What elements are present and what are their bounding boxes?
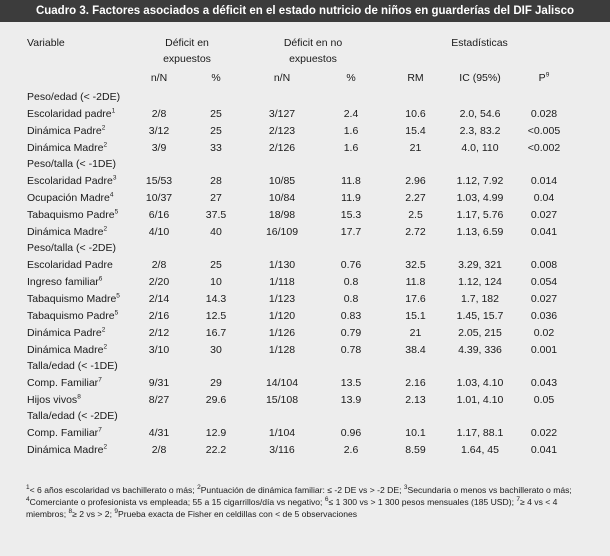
footnotes: $^1$< 6 años escolaridad vs bachillerato o más; $^2$Puntuación de dinámica familiar: ≤ -2 DE vs > -2 DE; $^3$Secundaria o menos vs bachillerato o más; $^4$Comerciante o profesionista vs empleada; 55 a 15 cigarrillos/día vs negativo; $^6$≤ 1 300 vs > 1 300 pesos mensuales (185 USD); $^7$≥ 4 vs < 4 miembros; $^8$≥ 2 vs > 2; $^9$Prueba exacta de Fisher en celdillas con < de 5 observaciones (26, 484, 572, 519)
cell-pct2: 2.6 (343, 443, 359, 456)
cell-variable: Tabaquismo Madre$^5$ (27, 292, 120, 305)
table-row (0, 374, 610, 391)
cell-pct2: 0.8 (343, 292, 359, 305)
cell-p: 0.041 (530, 225, 558, 238)
section-row (0, 240, 610, 256)
cell-p: 0.036 (530, 309, 558, 322)
cell-variable: Ingreso familiar$^6$ (27, 275, 103, 288)
cell-pct2: 0.76 (340, 258, 362, 271)
cell-nN2: 3/127 (268, 107, 296, 120)
cell-p: 0.05 (533, 393, 555, 406)
cell-rm: 15.1 (405, 309, 426, 322)
cell-nN2: 1/126 (268, 326, 296, 339)
cell-ic: 1.17, 5.76 (456, 208, 504, 221)
table-row (0, 391, 610, 408)
table-row (0, 206, 610, 223)
cell-rm: 10.6 (405, 107, 426, 120)
cell-pct1: 25 (210, 107, 222, 120)
cell-nN2: 1/104 (268, 426, 296, 439)
cell-rm: 8.59 (405, 443, 426, 456)
cell-p: 0.043 (530, 376, 558, 389)
cell-nN1: 2/20 (148, 275, 170, 288)
cell-ic: 1.7, 182 (461, 292, 499, 305)
table-row (0, 223, 610, 240)
cell-nN1: 2/16 (148, 309, 170, 322)
cell-pct1: 29.6 (205, 393, 227, 406)
section-row (0, 358, 610, 374)
section-row (0, 408, 610, 424)
cell-nN2: 10/85 (268, 174, 296, 187)
cell-rm: 2.5 (408, 208, 423, 221)
header-estadisticas: Estadísticas (451, 37, 508, 49)
cell-variable: Dinámica Madre$^2$ (27, 443, 108, 456)
cell-ic: 1.03, 4.10 (456, 376, 504, 389)
cell-nN1: 3/9 (151, 141, 167, 154)
header-pct-expuestos: % (211, 72, 221, 84)
cell-ic: 4.0, 110 (461, 141, 499, 154)
cell-ic: 2.05, 215 (458, 326, 502, 339)
section-row (0, 89, 610, 105)
cell-pct1: 25 (210, 258, 222, 271)
cell-p: <0.005 (527, 124, 561, 137)
cell-pct1: 28 (210, 174, 222, 187)
section-label: Peso/edad (< -2DE) (27, 91, 121, 103)
cell-nN1: 8/27 (148, 393, 170, 406)
cell-variable: Dinámica Padre$^2$ (27, 124, 106, 137)
cell-nN1: 2/14 (148, 292, 170, 305)
cell-variable: Escolaridad padre$^1$ (27, 107, 116, 120)
cell-ic: 2.3, 83.2 (459, 124, 501, 137)
cell-nN2: 3/116 (269, 443, 295, 456)
cell-pct1: 14.3 (205, 292, 227, 305)
cell-pct2: 0.96 (340, 426, 362, 439)
cell-pct2: 0.79 (340, 326, 362, 339)
cell-nN2: 14/104 (265, 376, 299, 389)
cell-nN1: 2/8 (151, 107, 167, 120)
cell-variable: Escolaridad Padre (27, 258, 113, 271)
cell-ic: 2.0, 54.6 (459, 107, 501, 120)
cell-variable: Tabaquismo Padre$^5$ (27, 208, 119, 221)
cell-pct2: 13.9 (340, 393, 362, 406)
cell-rm: 2.96 (405, 174, 426, 187)
cell-variable: Dinámica Padre$^2$ (27, 326, 106, 339)
cell-nN2: 10/84 (268, 191, 296, 204)
table-row (0, 424, 610, 441)
cell-ic: 1.03, 4.99 (456, 191, 504, 204)
cell-nN2: 16/109 (265, 225, 299, 238)
header-pct-no-expuestos: % (346, 72, 356, 84)
cell-pct2: 0.78 (340, 343, 362, 356)
cell-nN2: 2/126 (268, 141, 296, 154)
cell-rm: 2.72 (405, 225, 426, 238)
cell-rm: 15.4 (405, 124, 426, 137)
header-nN-expuestos: n/N (150, 72, 168, 84)
table-row (0, 341, 610, 358)
cell-rm: 21 (409, 141, 422, 154)
cell-ic: 4.39, 336 (458, 343, 502, 356)
cell-nN1: 2/8 (151, 258, 167, 271)
table-row (0, 273, 610, 290)
cell-rm: 32.5 (405, 258, 426, 271)
header-variable: Variable (27, 37, 65, 49)
cell-pct2: 17.7 (340, 225, 362, 238)
cell-pct1: 40 (210, 225, 222, 238)
cell-pct2: 13.5 (340, 376, 362, 389)
cell-variable: Comp. Familiar$^7$ (27, 376, 102, 389)
table-row (0, 105, 610, 122)
cell-nN1: 9/31 (148, 376, 170, 389)
cell-rm: 17.6 (405, 292, 426, 305)
cell-p: 0.001 (530, 343, 558, 356)
cell-pct1: 33 (210, 141, 222, 154)
table-row (0, 139, 610, 156)
cell-pct1: 37.5 (205, 208, 227, 221)
cell-rm: 2.13 (405, 393, 426, 406)
cell-rm: 21 (409, 326, 422, 339)
cell-rm: 2.27 (405, 191, 426, 204)
cell-ic: 1.01, 4.10 (456, 393, 504, 406)
data-table (0, 35, 610, 458)
cell-variable: Comp. Familiar$^7$ (27, 426, 102, 439)
cell-nN1: 2/12 (148, 326, 170, 339)
cell-variable: Dinámica Madre$^2$ (27, 225, 108, 238)
cell-p: 0.022 (530, 426, 558, 439)
cell-pct2: 1.6 (343, 124, 359, 137)
cell-nN1: 4/10 (148, 225, 170, 238)
section-label: Talla/edad (< -2DE) (27, 410, 118, 422)
cell-pct1: 25 (210, 124, 222, 137)
table-row (0, 441, 610, 458)
cell-variable: Hijos vivos$^8$ (27, 393, 81, 406)
header-ic: IC (95%) (459, 72, 501, 84)
cell-ic: 1.45, 15.7 (456, 309, 504, 322)
cell-p: 0.041 (530, 443, 558, 456)
table-row (0, 290, 610, 307)
cell-nN1: 2/8 (151, 443, 167, 456)
cell-nN2: 15/108 (265, 393, 299, 406)
cell-pct1: 29 (210, 376, 222, 389)
section-row (0, 156, 610, 172)
cell-nN2: 1/123 (268, 292, 296, 305)
cell-p: <0.002 (527, 141, 561, 154)
cell-pct1: 22.2 (205, 443, 227, 456)
cell-variable: Ocupación Madre$^4$ (27, 191, 114, 204)
cell-rm: 2.16 (405, 376, 426, 389)
cell-nN1: 10/37 (145, 191, 173, 204)
cell-nN1: 6/16 (148, 208, 170, 221)
cell-p: 0.04 (533, 191, 555, 204)
cell-rm: 38.4 (405, 343, 426, 356)
cell-variable: Dinámica Madre$^2$ (27, 141, 108, 154)
table-row (0, 256, 610, 273)
cell-pct1: 10 (210, 275, 222, 288)
cell-pct2: 15.3 (340, 208, 362, 221)
cell-nN1: 15/53 (145, 174, 173, 187)
header-deficit-no-expuestos-1: Déficit en no (283, 37, 343, 49)
header-p: $P^9$ (538, 71, 550, 84)
table-row (0, 172, 610, 189)
table-row (0, 122, 610, 139)
table-title: Cuadro 3. Factores asociados a déficit en el estado nutricio de niños en guarderías del DIF Jalisco (0, 0, 610, 22)
cell-ic: 1.17, 88.1 (456, 426, 504, 439)
cell-variable: Escolaridad Padre$^3$ (27, 174, 117, 187)
section-label: Talla/edad (< -1DE) (27, 360, 118, 372)
cell-pct2: 2.4 (343, 107, 359, 120)
cell-p: 0.027 (530, 292, 558, 305)
cell-nN1: 4/31 (148, 426, 170, 439)
cell-p: 0.014 (530, 174, 558, 187)
cell-pct2: 0.8 (343, 275, 359, 288)
cell-nN1: 3/12 (148, 124, 170, 137)
cell-rm: 11.8 (405, 275, 426, 288)
header-nN-no-expuestos: n/N (273, 72, 291, 84)
cell-pct1: 12.5 (205, 309, 227, 322)
section-label: Peso/talla (< -1DE) (27, 158, 116, 170)
cell-ic: 1.12, 124 (458, 275, 502, 288)
cell-pct1: 16.7 (205, 326, 227, 339)
cell-p: 0.008 (530, 258, 558, 271)
cell-pct2: 0.83 (340, 309, 362, 322)
table-row (0, 324, 610, 341)
cell-nN2: 1/120 (268, 309, 296, 322)
header-rm: RM (407, 72, 424, 84)
cell-nN2: 1/118 (269, 275, 295, 288)
cell-ic: 1.13, 6.59 (456, 225, 504, 238)
cell-ic: 1.64, 45 (461, 443, 499, 456)
cell-pct1: 12.9 (205, 426, 227, 439)
cell-nN2: 18/98 (268, 208, 296, 221)
section-label: Peso/talla (< -2DE) (27, 242, 116, 254)
cell-variable: Dinámica Madre$^2$ (27, 343, 108, 356)
header-deficit-expuestos-1: Déficit en (165, 37, 209, 49)
cell-p: 0.028 (530, 107, 558, 120)
cell-variable: Tabaquismo Padre$^5$ (27, 309, 119, 322)
cell-pct1: 27 (210, 191, 222, 204)
cell-p: 0.02 (533, 326, 555, 339)
table-row (0, 307, 610, 324)
table-row (0, 189, 610, 206)
cell-pct1: 30 (210, 343, 222, 356)
cell-nN1: 3/10 (148, 343, 170, 356)
cell-nN2: 1/130 (268, 258, 296, 271)
header-deficit-no-expuestos-2: expuestos (289, 53, 337, 65)
cell-nN2: 2/123 (268, 124, 296, 137)
cell-ic: 3.29, 321 (458, 258, 502, 271)
cell-pct2: 11.8 (341, 174, 361, 187)
cell-pct2: 11.9 (341, 191, 361, 204)
cell-p: 0.054 (530, 275, 558, 288)
cell-pct2: 1.6 (343, 141, 359, 154)
cell-nN2: 1/128 (268, 343, 296, 356)
table-panel (0, 22, 610, 556)
cell-rm: 10.1 (405, 426, 426, 439)
cell-ic: 1.12, 7.92 (456, 174, 504, 187)
header-deficit-expuestos-2: expuestos (163, 53, 211, 65)
cell-p: 0.027 (530, 208, 558, 221)
